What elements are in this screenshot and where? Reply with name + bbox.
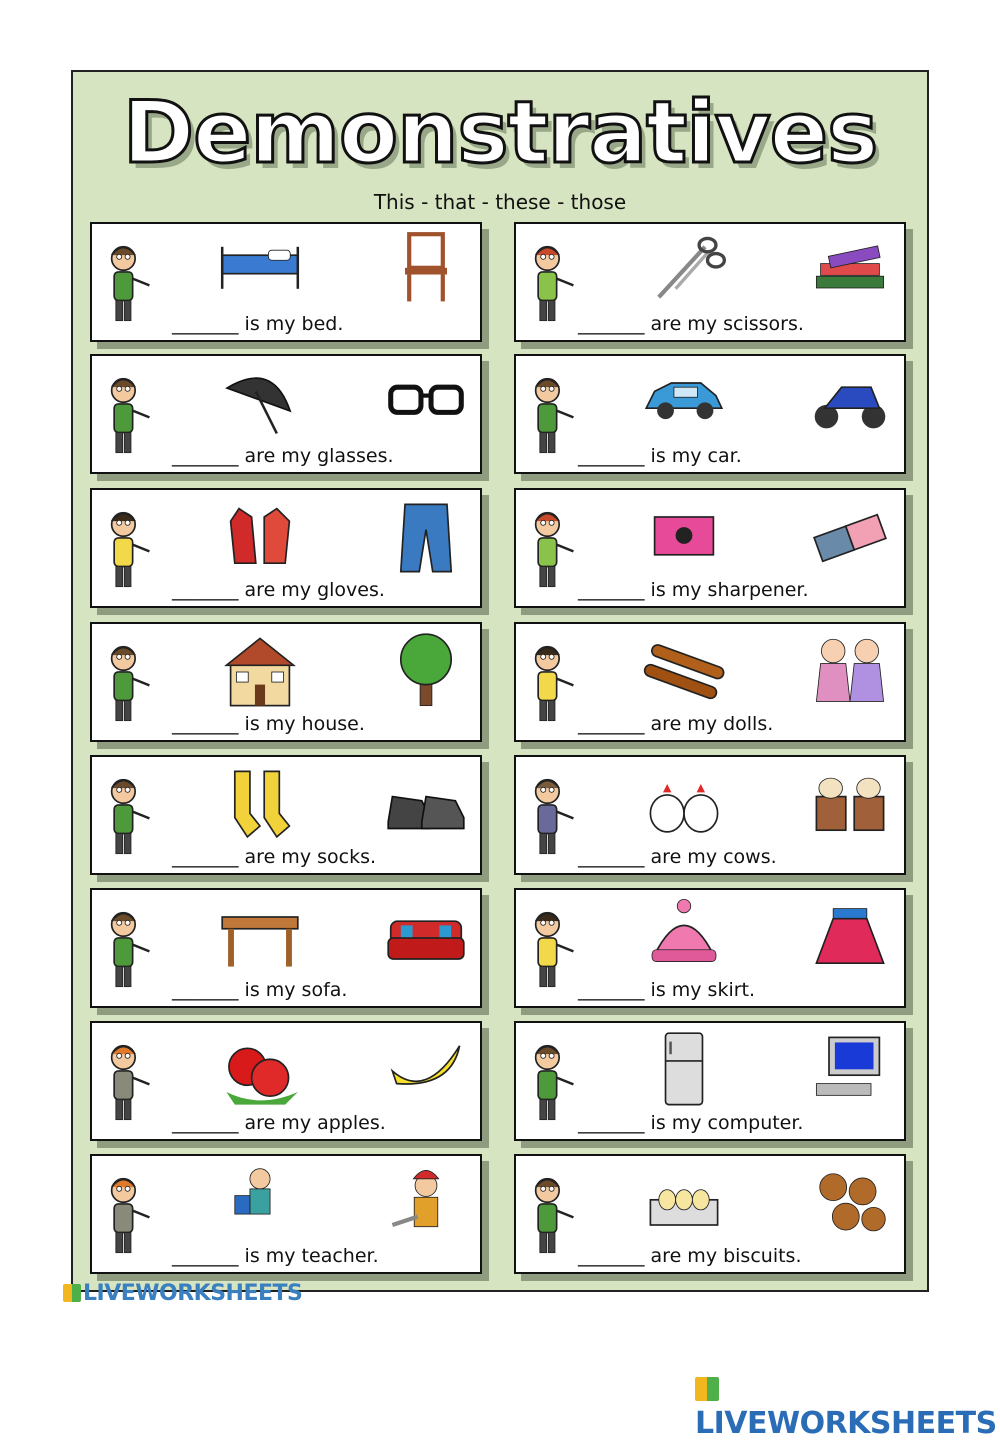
cows-icon [802, 763, 898, 847]
car-icon [636, 362, 732, 446]
socks-icon [212, 763, 308, 847]
girl-pointing-icon [94, 494, 178, 602]
exercise-card [90, 888, 482, 1008]
scissors-icon [636, 230, 732, 314]
liveworksheets-watermark[interactable] [695, 1371, 1000, 1441]
eggs-icon [636, 1162, 732, 1246]
man-pointing-icon [94, 894, 178, 1002]
exercise-card [90, 1154, 482, 1274]
fill-in-sentence[interactable]: _______ are my dolls. [578, 713, 774, 735]
fill-in-sentence[interactable]: _______ is my house. [172, 713, 365, 735]
firefighter-icon [378, 1162, 474, 1246]
eraser-icon [802, 496, 898, 580]
exercise-card [90, 755, 482, 875]
sofa-icon [378, 896, 474, 980]
sharpener-icon [636, 496, 732, 580]
fill-in-sentence[interactable]: _______ is my computer. [578, 1112, 804, 1134]
fridge-icon [636, 1029, 732, 1113]
computer-icon [802, 1029, 898, 1113]
chickens-icon [636, 763, 732, 847]
exercise-card [514, 354, 906, 474]
fill-in-sentence[interactable]: _______ is my skirt. [578, 979, 756, 1001]
liveworksheets-logo-icon [63, 1284, 81, 1302]
boy-pointing-icon [94, 1160, 178, 1268]
fill-in-sentence[interactable]: _______ are my cows. [578, 846, 777, 868]
exercise-card [514, 1021, 906, 1141]
man-pointing-icon [94, 761, 178, 869]
exercise-card [90, 1021, 482, 1141]
banana-icon [378, 1029, 474, 1113]
fill-in-sentence[interactable]: _______ is my sharpener. [578, 579, 809, 601]
hat-icon [636, 896, 732, 980]
page-subtitle: This - that - these - those [373, 190, 627, 214]
fill-in-sentence[interactable]: _______ is my teacher. [172, 1245, 379, 1267]
books-icon [802, 230, 898, 314]
tree-icon [378, 630, 474, 714]
watermark-inner-text: LIVEWORKSHEETS [83, 1281, 303, 1306]
skateboards-icon [636, 630, 732, 714]
page-title: Demonstratives [122, 83, 878, 183]
jeans-icon [378, 496, 474, 580]
fill-in-sentence[interactable]: _______ are my glasses. [172, 445, 394, 467]
sneakers-icon [378, 763, 474, 847]
chair-icon [378, 230, 474, 314]
exercise-card [514, 222, 906, 342]
exercise-card [90, 622, 482, 742]
exercise-card [90, 222, 482, 342]
apples-icon [212, 1029, 308, 1113]
umbrella-icon [212, 362, 308, 446]
house-icon [212, 630, 308, 714]
exercise-card [514, 1154, 906, 1274]
watermark-outer-text: LIVEWORKSHEETS [695, 1406, 997, 1441]
dolls-icon [802, 630, 898, 714]
exercise-card [90, 354, 482, 474]
table-icon [212, 896, 308, 980]
bed-icon [212, 230, 308, 314]
motorbike-icon [802, 362, 898, 446]
fill-in-sentence[interactable]: _______ is my bed. [172, 313, 344, 335]
exercise-card [514, 622, 906, 742]
exercise-card [514, 888, 906, 1008]
skirt-icon [802, 896, 898, 980]
fill-in-sentence[interactable]: _______ are my biscuits. [578, 1245, 802, 1267]
gloves-icon [212, 496, 308, 580]
glasses-icon [378, 362, 474, 446]
exercise-card [514, 488, 906, 608]
liveworksheets-watermark-inner [63, 1281, 302, 1306]
biscuits-icon [802, 1162, 898, 1246]
teacher-icon [212, 1162, 308, 1246]
fill-in-sentence[interactable]: _______ are my apples. [172, 1112, 386, 1134]
fill-in-sentence[interactable]: _______ are my gloves. [172, 579, 385, 601]
fill-in-sentence[interactable]: _______ is my car. [578, 445, 742, 467]
fill-in-sentence[interactable]: _______ are my scissors. [578, 313, 804, 335]
fill-in-sentence[interactable]: _______ are my socks. [172, 846, 377, 868]
exercise-card [90, 488, 482, 608]
man-pointing-icon [94, 360, 178, 468]
man-pointing-icon [94, 628, 178, 736]
boy-pointing-icon [94, 1027, 178, 1135]
exercise-card [514, 755, 906, 875]
man-pointing-icon [94, 228, 178, 336]
fill-in-sentence[interactable]: _______ is my sofa. [172, 979, 348, 1001]
liveworksheets-logo-icon [695, 1377, 719, 1401]
